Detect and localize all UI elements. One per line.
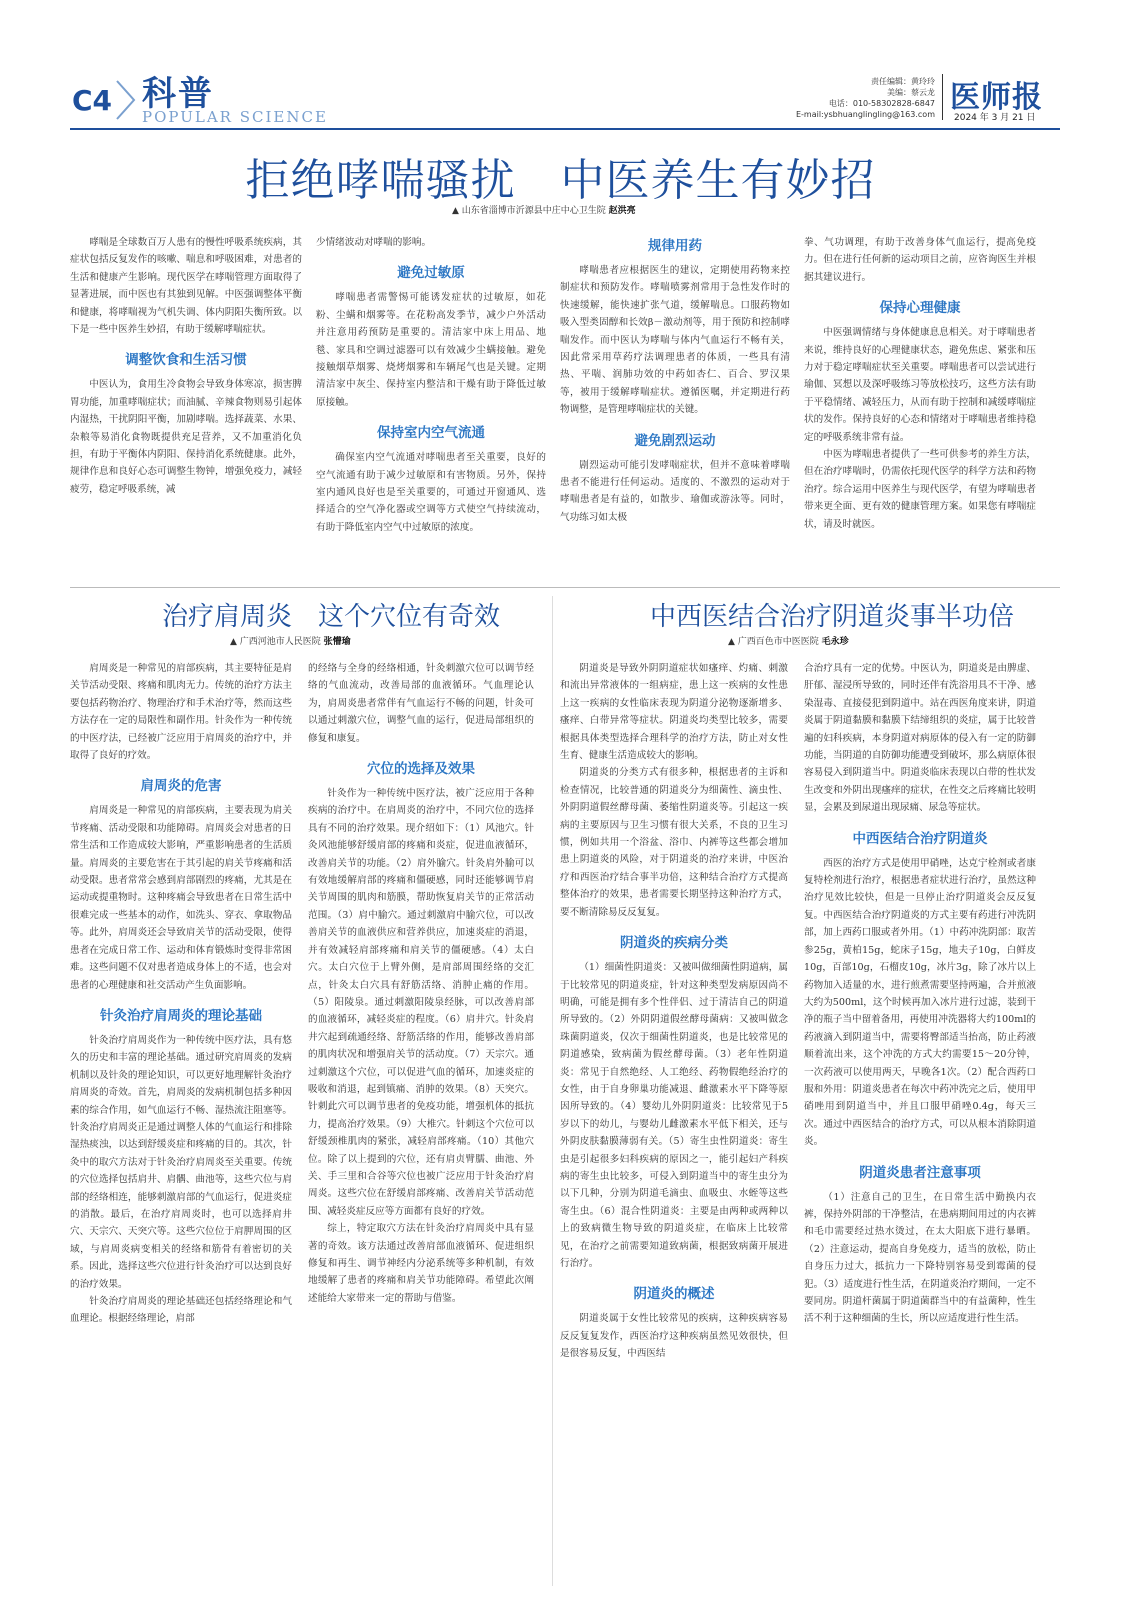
article-column (70, 660, 292, 1328)
newspaper-logo: 医师报 (950, 80, 1043, 115)
paragraph: 肩周炎是一种常见的肩部疾病，主要表现为肩关节疼痛、活动受限和功能障碍。肩周炎会对患者的日常生活和工作造成较大影响，严重影响患者的生活质量。肩周炎的主要危害在于其引起的肩关节疼痛和活动受限。患者常常会感到肩部剧烈的疼痛，尤其是在运动或提重物时。这种疼痛会导致患者在日常生活中很难完成一些基本的动作，如洗头、穿衣、拿取物品等。此外，肩周炎还会导致肩关节的活动受限，使得患者在完成日常工作、运动和体育锻炼时变得非常困难。这些问题不仅对患者造成身体上的不适，也会对患者的心理健康和社交活动产生负面影响。 (70, 805, 292, 991)
section-heading: 避免过敏原 (397, 265, 465, 282)
section-heading: 肩周炎的危害 (140, 778, 222, 795)
paragraph: 确保室内空气流通对哮喘患者至关重要，良好的空气流通有助于减少过敏原和有害物质。另外，保持室内通风良好也是至关重要的，可通过开窗通风、选择适合的空气净化器或空调等方式使空气持续流动，有助于降低室内空气中过敏原的浓度。 (316, 452, 546, 533)
page-number: C4 (72, 84, 113, 117)
editor-credits (735, 76, 935, 120)
byline-org: ▲ 山东省淄博市沂源县中庄中心卫生院 (452, 206, 606, 216)
credit-line: E-mail:ysbhuanglingling@163.com (795, 110, 935, 119)
paragraph: 合治疗具有一定的优势。中医认为，阴道炎是由脾虚、肝郁、湿浸所导致的，同时还伴有洗浴用具不干净、感染湿毒、直接侵犯到阴道中。站在西医角度来讲，阴道炎属于阴道黏膜和黏膜下结缔组织的炎症，属于比较普遍的妇科疾病，本身阴道对病原体的侵入有一定的防御功能，当阴道的自防御功能遭受到破坏，那么病原体很容易侵入到阴道当中。阴道炎临床表现以白带的性状发生改变和外阴出现瘙痒的症状，在性交之后疼痛比较明显，会累及到尿道出现尿痛、尿急等症状。 (804, 663, 1036, 814)
paragraph: 中医为哮喘患者提供了一些可供参考的养生方法，但在治疗哮喘时，仍需依托现代医学的科学方法和药物治疗。综合运用中医养生与现代医学，有望为哮喘患者带来更全面、更有效的健康管理方案。如果您有哮喘症状，请及时就医。 (804, 449, 1036, 530)
section-heading: 阴道炎的疾病分类 (620, 935, 728, 952)
paragraph: 阴道炎属于女性比较常见的疾病，这种疾病容易反反复复发作，西医治疗这种疾病虽然见效很快，但是很容易反复，中西医结 (560, 1313, 788, 1360)
section-heading: 调整饮食和生活习惯 (125, 352, 247, 369)
article-column (316, 234, 546, 536)
section-divider (70, 587, 1060, 588)
paragraph: （1）注意自己的卫生，在日常生活中勤换内衣裤，保持外阴部的干净整洁，在患病期间用过的内衣裤和毛巾需要经过热水烫过，在太大阳底下进行暴晒。（2）注意运动，提高自身免疫力，适当的放松，防止自身压力过大，抵抗力一下降特别容易受到霉菌的侵犯。（3）适度进行性生活，在阴道炎治疗期间，一定不要同房。阴道杆菌属于阴道菌群当中的有益菌种，性生活不利于这种细菌的生长，所以应适度进行性生活。 (804, 1191, 1036, 1325)
paragraph: 肩周炎是一种常见的肩部疾病，其主要特征是肩关节活动受限、疼痛和肌肉无力。传统的治疗方法主要包括药物治疗、物理治疗和手术治疗等，然而这些方法存在一定的局限性和副作用。针灸作为一种传统的中医疗法，已经被广泛应用于肩周炎的治疗中，并取得了良好的疗效。 (70, 663, 292, 762)
byline-org: ▲ 广西百色市中医医院 (728, 637, 819, 647)
section-heading: 避免剧烈运动 (634, 432, 716, 449)
section-heading: 穴位的选择及效果 (367, 761, 475, 778)
byline-author: 赵洪亮 (608, 206, 636, 216)
article-column (804, 234, 1036, 533)
paragraph: 西医的治疗方式是使用甲硝唑，达克宁栓剂或者康复特栓剂进行治疗，根据患者症状进行治疗，虽然这种治疗见效比较快，但是一旦停止治疗阴道炎会反反复复。中西医结合治疗阴道炎的方式主要有药进行冲洗阴部，加上西药口服或者外用。（1）中药冲洗阴部：取苦参25g，黄柏15g，蛇床子15g，地夫子10g，白鲜皮10g，百部10g，石榴皮10g，冰片3g，除了冰片以上药物加入适量的水，进行煎煮需要坚持两遍，合并煎液大约为500ml，这个时候再加入冰片进行过滤，装到干净的瓶子当中留着备用，再使用冲洗器将大约100ml的药液滴入到阴道当中，需要将臀部适当抬高，防止药液顺着流出来，这个冲洗的方式大约需要15～20分钟，一次药液可以使用两天，早晚各1次。（2）配合西药口服和外用：阴道炎患者在每次中药冲洗完之后，使用甲硝唑用到阴道当中，并且口服甲硝唑0.4g，每天三次。通过中西医结合的治疗方式，可以从根本消除阴道炎。 (804, 857, 1036, 1148)
article-column (70, 234, 302, 498)
article-title: 治疗肩周炎 这个穴位有奇效 (162, 602, 501, 632)
article-byline (452, 203, 636, 216)
issue-date: 2024 年 3 月 21 日 (954, 113, 1036, 123)
byline-org: ▲ 广西河池市人民医院 (230, 637, 321, 647)
section-heading: 保持心理健康 (879, 300, 961, 317)
paragraph: 哮喘患者应根据医生的建议，定期使用药物来控制症状和预防发作。哮喘喷雾剂常用于急性发作时的快速缓解，能快速扩张气道，缓解喘息。口服药物如吸入型类固醇和长效β－激动剂等，用于预防和控制哮喘发作。而中医认为哮喘与体内气血运行不畅有关，因此常采用草药疗法调理患者的体质，一些具有清热、平喘、润肺功效的中药如杏仁、百合、罗汉果等，被用于缓解哮喘症状。遵循医嘱，并定期进行药物调整，是管理哮喘症状的关键。 (560, 265, 790, 416)
credit-line: 美编：蔡云龙 (887, 88, 935, 97)
byline-author: 张懵瑜 (323, 637, 351, 647)
section-heading: 针灸治疗肩周炎的理论基础 (100, 1007, 262, 1024)
section-title: 科普 (142, 74, 214, 114)
paragraph: 中医强调情绪与身体健康息息相关。对于哮喘患者来说，维持良好的心理健康状态，避免焦虑、紧张和压力对于稳定哮喘症状至关重要。哮喘患者可以尝试进行瑜伽、冥想以及深呼吸练习等放松技巧，这些方法有助于平稳情绪、减轻压力，从而有助于控制和减缓哮喘症状的发作。保持良好的心态和情绪对于哮喘患者维持稳定的呼吸系统非常有益。 (804, 327, 1036, 443)
paragraph: 针灸作为一种传统中医疗法，被广泛应用于各种疾病的治疗中。在肩周炎的治疗中，不同穴位的选择具有不同的治疗效果。现介绍如下：（1）风池穴。针灸风池能够舒缓肩部的疼痛和炎症，促进血液循环，改善肩关节的功能。（2）肩外腧穴。针灸肩外腧可以有效地缓解肩部的疼痛和僵硬感，同时还能够调节肩关节周围的肌肉和筋膜，帮助恢复肩关节的正常活动范围。（3）肩中腧穴。通过刺激肩中腧穴位，可以改善肩关节的血液供应和营养供应，加速炎症的消退，并有效减轻肩部疼痛和肩关节的僵硬感。（4）太白穴。太白穴位于上臂外侧，是肩部周围经络的交汇点，针灸太白穴具有舒筋活络、消肿止痛的作用。（5）阳陵泉。通过刺激阳陵泉经脉，可以改善肩部的血液循环，减轻炎症的程度。（6）肩井穴。针灸肩井穴起到疏通经络、舒筋活络的作用，能够改善肩部的肌肉状况和增强肩关节的活动度。（7）天宗穴。通过刺激这个穴位，可以促进气血的循环，加速炎症的吸收和消退，起到镇痛、消肿的效果。（8）天突穴。针刺此穴可以调节患者的免疫功能，增强机体的抵抗力，提高治疗效果。（9）大椎穴。针刺这个穴位可以舒缓颈椎肌肉的紧张，减轻肩部疼痛。（10）其他穴位。除了以上提到的穴位，还有肩贞臂臑、曲池、外关、手三里和合谷等穴位也被广泛应用于针灸治疗肩周炎。这些穴位在舒缓肩部疼痛、改善肩关节活动范围、减轻炎症反应等方面都有良好的疗效。 (308, 788, 534, 1217)
section-heading: 规律用药 (648, 238, 702, 254)
masthead-divider (942, 74, 943, 120)
paragraph: 针灸治疗肩周炎的理论基础还包括经络理论和气血理论。根据经络理论，肩部 (70, 1296, 292, 1325)
paragraph: 哮喘患者需警惕可能诱发症状的过敏原，如花粉、尘螨和烟雾等。在花粉高发季节，减少户外活动并注意用药预防是重要的。清洁家中床上用品、地毯、家具和空调过滤器可以有效减少尘螨接触。避免接触烟草烟雾、烧烤烟雾和车辆尾气也是关键。定期清洁家中灰尘、保持室内整洁和干燥有助于降低过敏原接触。 (316, 292, 546, 408)
paragraph: 综上，特定取穴方法在针灸治疗肩周炎中具有显著的奇效。该方法通过改善肩部血液循环、促进组织修复和再生、调节神经内分泌系统等多种机制，有效地缓解了患者的疼痛和肩关节功能障碍。希望此次阐述能给大家带来一定的帮助与借鉴。 (308, 1223, 534, 1304)
chevron-right-icon (114, 78, 138, 122)
paragraph: 哮喘是全球数百万人患有的慢性呼吸系统疾病，其症状包括反复发作的咳嗽、喘息和呼吸困难，对患者的生活和健康产生影响。现代医学在哮喘管理方面取得了显著进展，而中医也有其独到见解。中医强调整体平衡和健康，将哮喘视为气机失调、体内阴阳失衡所致。以下是一些中医养生妙招，有助于缓解哮喘症状。 (70, 237, 302, 336)
section-title-en: POPULAR SCIENCE (142, 108, 328, 126)
paragraph: 拳、气功调理，有助于改善身体气血运行，提高免疫力。但在进行任何新的运动项目之前，应咨询医生并根据其建议进行。 (804, 237, 1036, 283)
article-byline (230, 634, 351, 647)
article-column (560, 660, 788, 1363)
section-heading: 中西医结合治疗阴道炎 (852, 830, 988, 847)
paragraph: 阴道炎是导致外阴阴道症状如瘙痒、灼痛、刺激和流出异常液体的一组病症，患上这一疾病的女性患上这一疾病的女性临床表现为阴道分泌物逐渐增多、瘙痒、白带异常等症状。阴道炎均类型比较多，需要根据具体类型选择合理科学的治疗方法，防止对女性生育、健康生活造成较大的影响。 (560, 663, 788, 762)
paragraph: 剧烈运动可能引发哮喘症状，但并不意味着哮喘患者不能进行任何运动。适度的、不激烈的运动对于哮喘患者是有益的，如散步、瑜伽或游泳等。同时，气功练习如太极 (560, 459, 790, 523)
header-rule (70, 128, 1060, 130)
section-heading: 阴道炎患者注意事项 (859, 1164, 981, 1181)
paragraph: 针灸治疗肩周炎作为一种传统中医疗法，具有悠久的历史和丰富的理论基础。通过研究肩周炎的发病机制以及针灸的理论知识，可以更好地理解针灸治疗肩周炎的奇效。首先，肩周炎的发病机制包括多种因素的综合作用，如气血运行不畅、湿热流注阻塞等。针灸治疗肩周炎正是通过调整人体的气血运行和排除湿热痰浊，以达到舒缓炎症和疼痛的目的。其次，针灸中的取穴方法对于针灸治疗肩周炎至关重要。传统的穴位选择包括肩井、肩髃、曲池等，这些穴位与肩部的经络相连，能够刺激肩部的气血运行，促进炎症的消散。最后，在治疗肩周炎时，也可以选择肩井穴、天宗穴、天突穴等。这些穴位位于肩胛周围的区域，与肩周炎病变相关的经络和筋骨有着密切的关系。因此，选择这些穴位进行针灸治疗可以达到良好的治疗效果。 (70, 1034, 292, 1290)
paragraph: 的经络与全身的经络相通，针灸刺激穴位可以调节经络的气血流动，改善局部的血液循环。气血理论认为，肩周炎患者常伴有气血运行不畅的问题，针灸可以通过刺激穴位，调整气血的运行，促进局部组织的修复和康复。 (308, 663, 534, 744)
credit-line: 责任编辑：黄玲玲 (871, 77, 935, 86)
article-column (560, 234, 790, 526)
paragraph: 少情绪波动对哮喘的影响。 (316, 237, 432, 248)
credit-line: 电话：010-58302828-6847 (828, 99, 935, 108)
paragraph: （1）细菌性阴道炎：又被叫做细菌性阴道病，属于比较常见的阴道炎症，针对这种类型发病原因尚不明确，可能是拥有多个性伴侣、过于清洁自己的阴道所导致的。（2）外阴阴道假丝酵母菌病：又被叫做念珠菌阴道炎，仅次于细菌性阴道炎，也是比较常见的阴道感染，致病菌为假丝酵母菌。（3）老年性阴道炎：常见于自然绝经、人工绝经、药物假绝经治疗的女性，由于自身卵巢功能减退、雌激素水平下降等原因所导致的。（4）婴幼儿外阴阴道炎：比较常见于5岁以下的幼儿，与婴幼儿雌激素水平低下相关，还与外阴皮肤黏膜薄弱有关。（5）寄生虫性阴道炎：寄生虫是引起很多妇科疾病的原因之一，能引起妇产科疾病的寄生虫比较多，可侵入到阴道当中的寄生虫分为以下几种，分别为阴道毛滴虫、血吸虫、水蛭等这些寄生虫。（6）混合性阴道炎：主要是由两种或两种以上的致病微生物导致的阴道炎症，在临床上比较常见，在治疗之前需要知道致病菌，根据致病菌开展进行治疗。 (560, 962, 788, 1269)
article-byline (728, 634, 849, 647)
article-title: 中西医结合治疗阴道炎事半功倍 (650, 602, 1015, 632)
section-heading: 保持室内空气流通 (377, 425, 485, 442)
paragraph: 阴道炎的分类方式有很多种，根据患者的主诉和检查情况，比较普通的阴道炎分为细菌性、滴虫性、外阴阴道假丝酵母菌、萎缩性阴道炎等。引起这一疾病的主要原因与卫生习惯有很大关系，不良的卫生习惯，例如共用一个浴盆、浴巾、内裤等这些都会增加患上阴道炎的风险，对于阴道炎的治疗来讲，中医治疗和西医治疗结合事半功倍，这种结合治疗方式提高整体治疗的效果，患者需要长期坚持这种治疗方式，要不断清除易反反复复。 (560, 767, 788, 918)
article-column (804, 660, 1036, 1328)
article-title: 拒绝哮喘骚扰 中医养生有妙招 (245, 155, 876, 206)
byline-author: 毛永珍 (821, 637, 849, 647)
article-column (308, 660, 534, 1307)
column-separator (552, 596, 553, 1586)
section-heading: 阴道炎的概述 (633, 1286, 715, 1303)
paragraph: 中医认为，食用生冷食物会导致身体寒凉，损害脾胃功能，加重哮喘症状；而油腻、辛辣食物则易引起体内湿热，干扰阴阳平衡，加剧哮喘。选择蔬菜、水果、杂粮等易消化食物既提供充足营养，又不加重消化负担，有助于平衡体内阴阳、保持消化系统健康。此外，规律作息和良好心态可调整生物钟，增强免疫力，减轻疲劳，稳定呼吸系统，减 (70, 379, 302, 495)
